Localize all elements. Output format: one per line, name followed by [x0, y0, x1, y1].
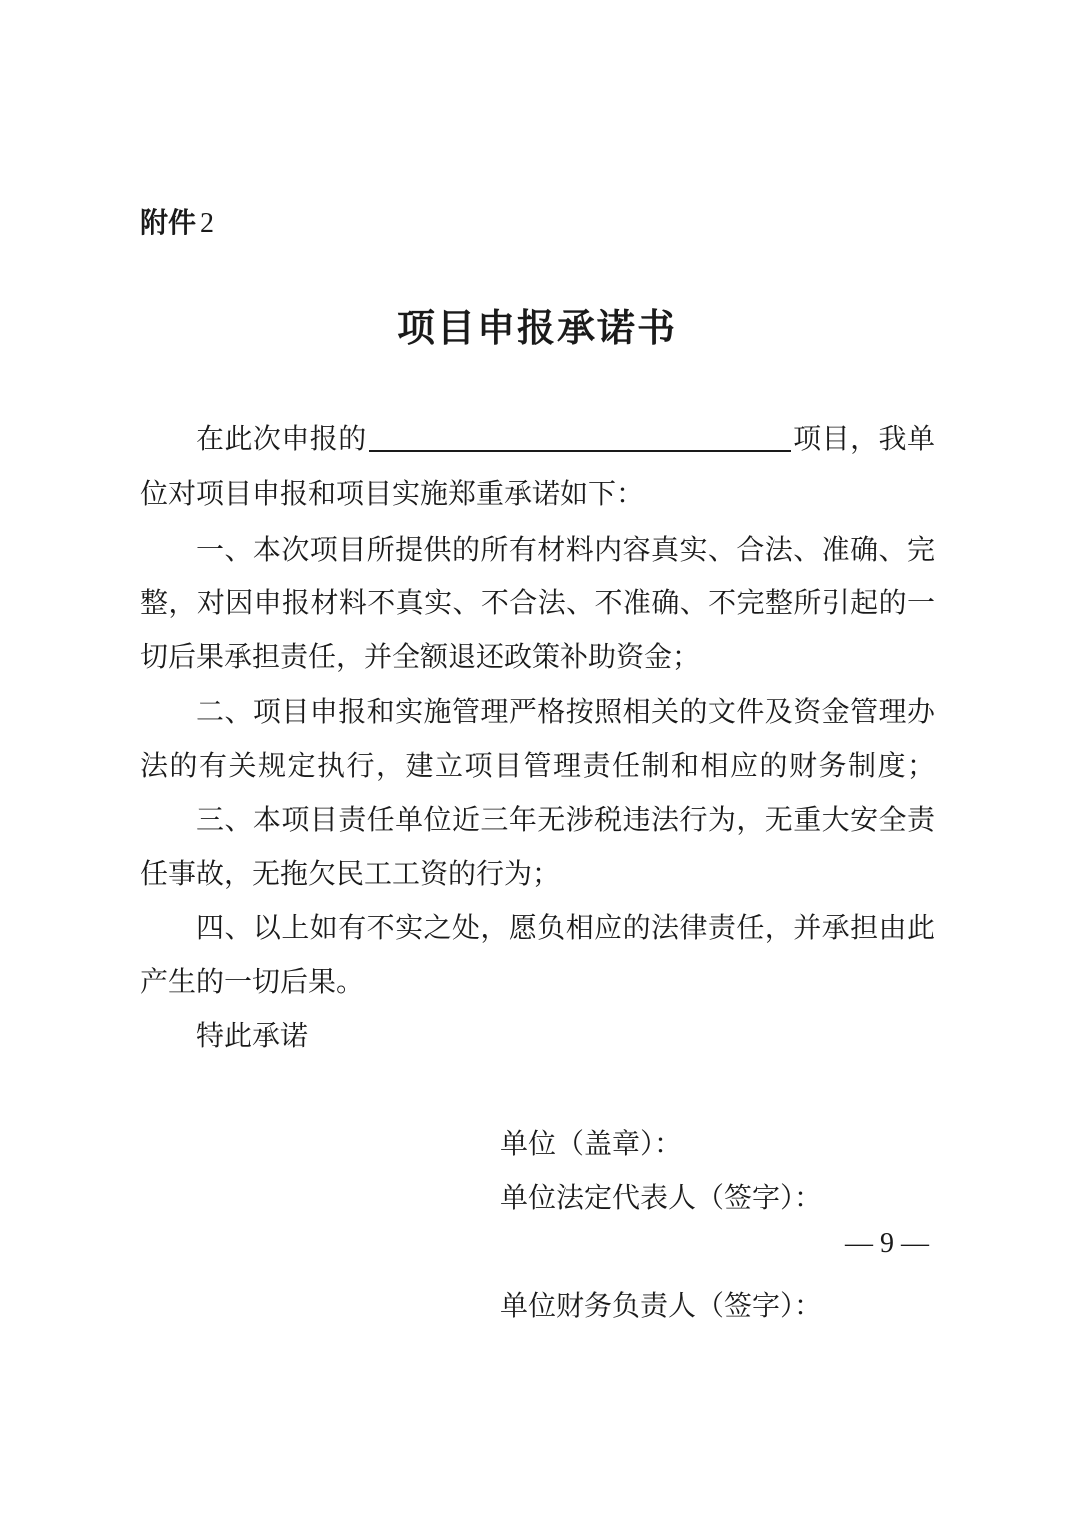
attachment-label	[140, 203, 214, 244]
closing-text: 特此承诺	[196, 1019, 309, 1052]
legal-rep-signature-label: 单位法定代表人（签字）：	[500, 1181, 823, 1214]
attachment-text: 附件	[140, 206, 197, 239]
intro-line-2: 位对项目申报和项目实施郑重承诺如下：	[140, 477, 645, 510]
intro-line-1	[140, 419, 935, 459]
document-title: 项目申报承诺书	[396, 306, 677, 350]
item3-line-1: 三、本项目责任单位近三年无涉税违法行为，无重大安全责	[196, 803, 935, 836]
item2-line-1: 二、项目申报和实施管理严格按照相关的文件及资金管理办	[196, 695, 935, 728]
item3-line-2: 任事故，无拖欠民工工资的行为；	[140, 857, 561, 890]
intro-suffix: 项目，我单	[792, 422, 935, 455]
attachment-number: 2	[200, 208, 215, 239]
item1-line-1: 一、本次项目所提供的所有材料内容真实、合法、准确、完	[196, 533, 935, 566]
item2-line-2: 法的有关规定执行，建立项目管理责任制和相应的财务制度；	[140, 749, 935, 782]
item1-line-3: 切后果承担责任，并全额退还政策补助资金；	[140, 640, 701, 673]
intro-prefix: 在此次申报的	[196, 422, 367, 455]
finance-head-signature-label: 单位财务负责人（签字）：	[500, 1289, 823, 1322]
item4-line-1: 四、以上如有不实之处，愿负相应的法律责任，并承担由此	[196, 911, 935, 944]
unit-seal-label: 单位（盖章）：	[500, 1127, 683, 1160]
page-number: — 9 —	[845, 1228, 929, 1259]
item1-line-2: 整，对因申报材料不真实、不合法、不准确、不完整所引起的一	[140, 586, 935, 619]
item4-line-2: 产生的一切后果。	[140, 965, 365, 998]
project-name-blank[interactable]	[369, 420, 791, 452]
